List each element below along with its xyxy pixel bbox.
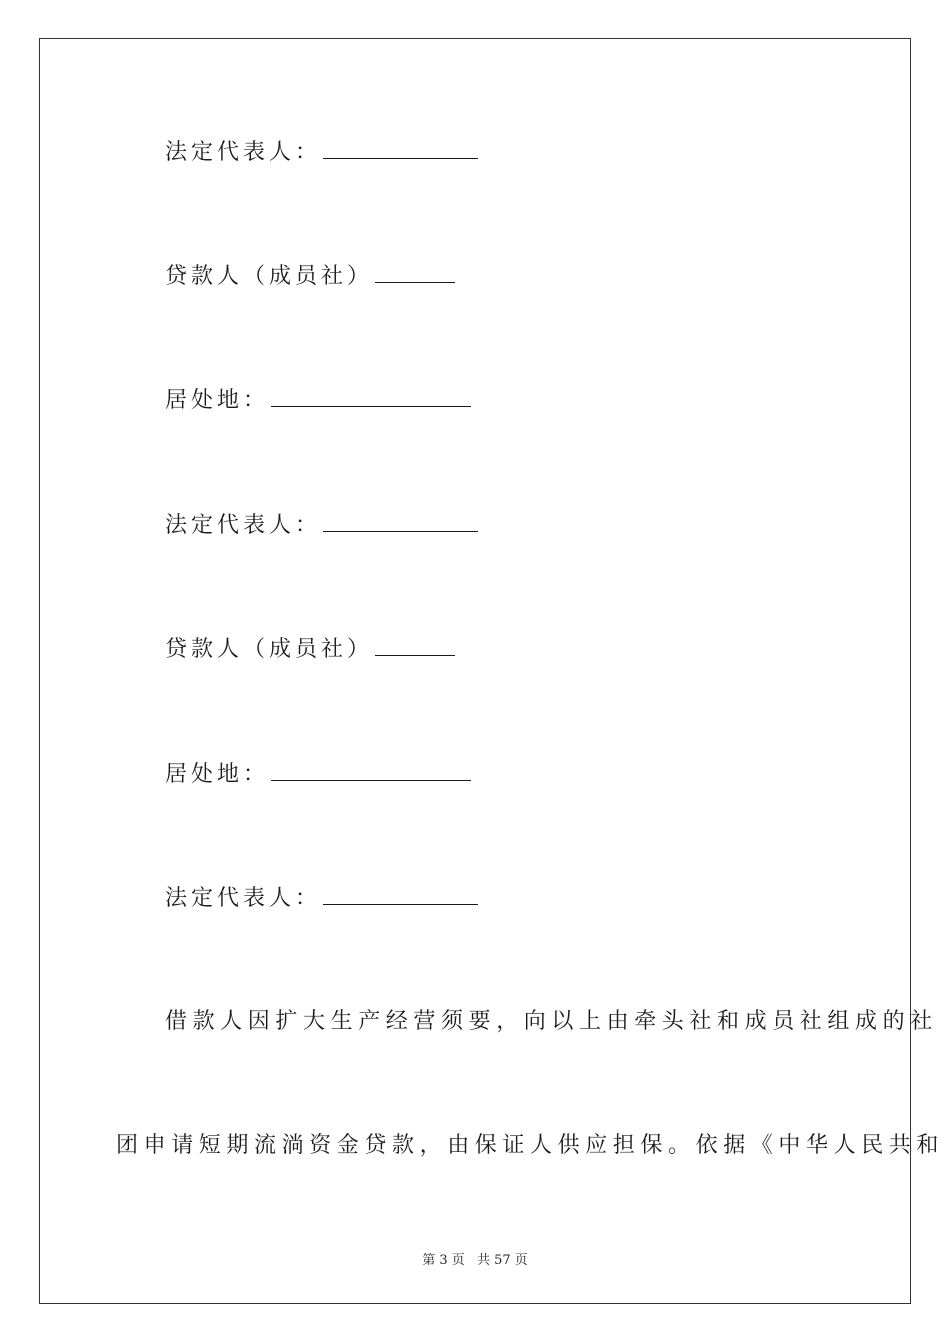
blank-line[interactable] — [271, 388, 471, 407]
field-lender-member-2 — [165, 637, 455, 661]
page-footer — [0, 1249, 950, 1268]
field-legal-representative-3 — [165, 886, 478, 910]
field-legal-representative-2 — [165, 513, 478, 537]
paragraph-line-1: 借款人因扩大生产经营须要，向以上由牵头社和成员社组成的社 — [165, 1009, 938, 1034]
blank-line[interactable] — [375, 637, 455, 656]
paragraph-line-2: 团申请短期流淌资金贷款，由保证人供应担保。依据《中华人民共和 — [116, 1133, 945, 1158]
blank-line[interactable] — [271, 762, 471, 781]
field-legal-representative-1 — [165, 140, 478, 164]
page-number-total: 共 57 页 — [476, 1253, 528, 1268]
field-residence-1 — [165, 388, 471, 412]
field-label: 贷款人（成员社） — [165, 637, 374, 662]
blank-line[interactable] — [375, 264, 455, 283]
field-residence-2 — [165, 762, 471, 786]
blank-line[interactable] — [323, 886, 478, 905]
blank-line[interactable] — [323, 513, 478, 532]
field-label: 居处地： — [165, 762, 270, 787]
field-lender-member-1 — [165, 264, 455, 288]
field-label: 法定代表人： — [165, 513, 322, 538]
page-frame — [39, 38, 911, 1304]
blank-line[interactable] — [323, 140, 478, 159]
field-label: 贷款人（成员社） — [165, 264, 374, 289]
field-label: 法定代表人： — [165, 140, 322, 165]
field-label: 法定代表人： — [165, 886, 322, 911]
field-label: 居处地： — [165, 388, 270, 413]
page-number-current: 第 3 页 — [422, 1253, 465, 1268]
